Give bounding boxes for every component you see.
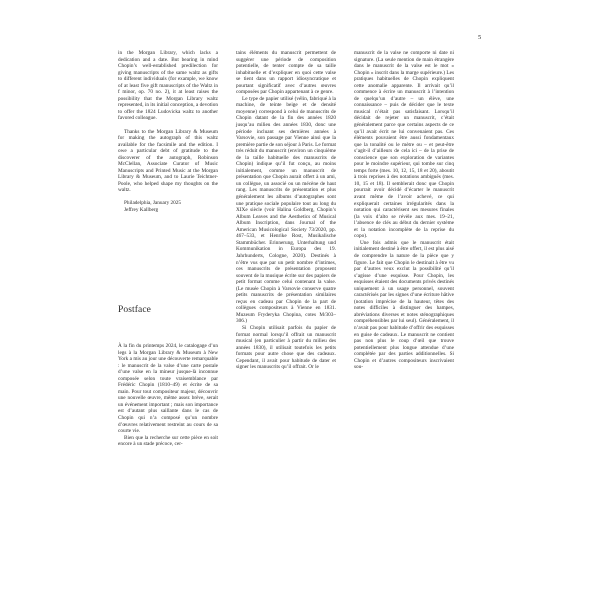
paragraph: tains éléments du manuscrit permettent de suggérer une période de composition potentielle, de tenter compte de sa taille inhabituelle et d’expliquer en quoi cette valse se tient dans un rapport idiosyncratique et pourtant significatif avec d’autres œuvres composées par Chopin appartenant à ce genre. (236, 50, 336, 96)
column-middle (236, 50, 336, 371)
column-left-french (118, 343, 218, 448)
author-name: Jeffrey Kallberg (124, 207, 159, 214)
paragraph: Si Chopin utilisait parfois du papier de format normal lorsqu’il offrait un manuscrit musical (en particulier à partir du milieu des années 1830), il utilisait toutefois les petits formats pour autre chose que des cadeaux. Cependant, il avait pour habitude de dater et signer les manuscrits qu’il offrait. Or le (236, 324, 336, 371)
section-heading-postface: Postface (118, 305, 151, 315)
page-number: 5 (478, 34, 482, 41)
place-date: Philadelphia, January 2025 (124, 200, 182, 207)
column-left-english (118, 50, 218, 214)
paragraph: Bien que la recherche sur cette pièce en soit encore à un stade précoce, cer- (118, 434, 218, 448)
paragraph-acknowledgements: Thanks to the Morgan Library & Museum for making the autograph of this waltz available for the facsimile and the edition. I owe a particular debt of gratitude to the discoverer of the autograph, Robinson McClellan, Associate Curator of Music Manuscripts and Printed Music at the Morgan Library & Museum, and to Laurie Teichtner-Poole, who helped shape my thoughts on the waltz. (118, 128, 218, 194)
paragraph: Une fois admis que le manuscrit était initialement destiné à être offert, il est plus aisé de comprendre la nature de la pièce que y figure. Le fait que Chopin le destinait à être vu par d’autres veux exclut la possibilité qu’il s’agisse d’une esquisse. Pour Chopin, les esquisses étaient des documents privés destinés uniquement à un usage personnel, souvent caractérisés par les signes d’une écriture hâtive (notation imprécise de la hauteur, têtes des notes difficiles à distinguer des hampes, abréviations diverses et notes sténographiques compréhensibles par lui seul). Généralement, il n’avait pas pour habitude d’offrir des esquisses en guise de cadeaux. Le manuscrit ne contient pas non plus le coup d’œil que trouve potentiellement plus longue attendue d’une complétée par des parties additionnelles. Si Chopin et d’autres compositeurs inscrivaient sou- (354, 239, 454, 371)
paragraph: Le type de papier utilisé (vélin, fabriqué à la machine, de teinte beige et de densité moyenne) correspond à celui de manuscrits de Chopin datant de la fin des années 1820 jusqu’au milieu des années 1830, donc une période incluant ses dernières années à Varsovie, son passage par Vienne ainsi que la première partie de son séjour à Paris. Le format très réduit du manuscrit (environ un cinquième de la taille habituelle des manuscrits de Chopin) indique qu’il fut conçu, au moins initialement, comme un manuscrit de présentation que Chopin aurait offert à un ami, un collègue, un associé ou un mécène de haut rang. Les manuscrits de présentation et plus généralement les albums d’autographes sont une pratique sociale populaire tout au long du XIXe siècle (voir Halina Goldberg, Chopin’s Album Leaves and the Aesthetics of Musical Album Inscription, dans Journal of the American Musicological Society 73/2020, pp. 467–533, et Henrike Rost, Musikalische Stammbücher. Erinnerung, Unterhaltung und Kommunikation in Europa des 19. Jahrhunderts, Cologne, 2020). Destinés à n’être vus que par un petit nombre d’intimes, ces manuscrits de présentation proposent souvent de la musique écrite sur des papiers de petit format comme celui contenant la valse. (Le musée Chopin à Varsovie conserve quatre petits manuscrits de présentation similaires reçus en cadeau par Chopin de la part de collègues compositeurs à Vienne en 1831. Muzeum Fryderyka Chopina, cotes M/303–306.) (236, 95, 336, 325)
paragraph: manuscrit de la valse ne comporte ni date ni signature. (La seule mention de main étrangère dans le manuscrit de la valse est le mot « Chopin » inscrit dans la marge supérieure.) Les pratiques habituelles de Chopin expliquent cette anomalie apparente. Il arrivait qu’il commence à écrire un manuscrit à l’intention de quelqu’un d’autre – un élève, une connaissance – puis de décider que le texte musical n’était pas satisfaisant. Lorsqu’il décidait de rejeter un manuscrit, c’était généralement parce que certains aspects de ce qu’il avait écrit ne lui convenaient pas. Ces éléments pouvaient être aussi fondamentaux que la tonalité ou le mètre ou – et peut-être s’agit-il d’ailleurs de cela ici – de la prise de conscience que son exploration de variantes pour le moindre supérieur, qui tombe sur cinq temps forte (mes. 10, 12, 15, 18 et 20), aboutit à trois reprises à des notations ambiguës (mes. 10, 15 et 18). Il semblerait donc que Chopin pourrait avoir décidé d’écarter le manuscrit avant même de l’avoir achevé, ce qui expliquerait certaines irrégularités dans la notation qui caractérisent ses mesures finales (la voix d’alto se révèle aux mes. 19–21, l’absence de clés au début du dernier système et la notation incomplète de la reprise du copo). (354, 50, 454, 240)
paragraph: in the Morgan Library, which lacks a dedication and a date. But bearing in mind Chopin’s well-established predilection for giving manuscripts of the same waltz as gifts to different individuals (for example, we know of at least five gift manuscripts of the Waltz in f minor, op. 70 no. 2), it at least raises the possibility that the Morgan Library waltz represented, in its initial conception, a devotion to offer the 1824 Ludovicka waltz to another favored colleague. (118, 50, 218, 122)
paragraph: À la fin du printemps 2024, le catalogage d’un legs à la Morgan Library & Museum à New York a mis au jour une découverte remarquable : le manuscrit de la valse d’une carte postale d’une valse en la mineur jusque-là inconnue composée selon toute vraisemblance par Frédéric Chopin (1810–49) et écrite de sa main. Pour tout compositeur majeur, découvrir une nouvelle œuvre, même assez brève, serait un événement important ; mais son importance est d’autant plus saillante dans le cas de Chopin qui n’a composé qu’un nombre d’œuvres relativement restreint au cours de sa courte vie. (118, 343, 218, 435)
column-right (354, 50, 454, 371)
